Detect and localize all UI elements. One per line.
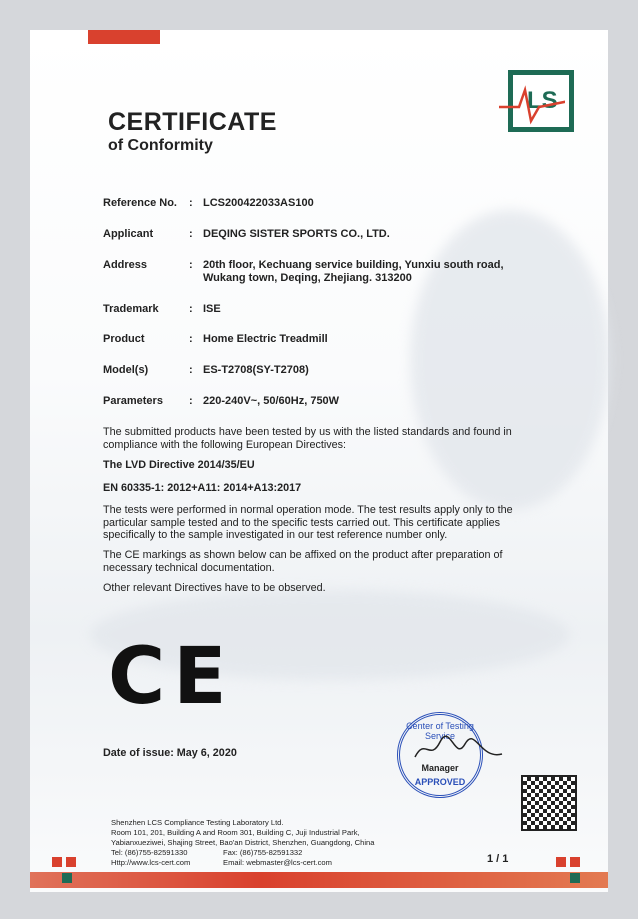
bottom-color-band [30, 872, 608, 888]
field-value: ISE [203, 303, 221, 315]
field-reference [103, 197, 543, 210]
field-value: 220-240V~, 50/60Hz, 750W [203, 395, 340, 407]
field-sep: : [189, 197, 193, 209]
field-sep: : [189, 259, 193, 271]
field-address [103, 259, 543, 285]
field-sep: : [189, 303, 193, 315]
field-sep: : [189, 333, 193, 345]
signature-icon [410, 732, 505, 766]
field-value: DEQING SISTER SPORTS CO., LTD. [203, 228, 390, 240]
directives-note: Other relevant Directives have to be observed. [103, 582, 326, 594]
footer-address2: Yabianxueziwei, Shajing Street, Bao'an District, Shenzhen, Guangdong, China [111, 838, 375, 847]
lab-footer [111, 818, 411, 868]
footer-company: Shenzhen LCS Compliance Testing Laboratory Ltd. [111, 818, 284, 827]
decor-square [62, 873, 72, 883]
lcs-logo [508, 70, 574, 132]
decor-square [66, 857, 76, 867]
certificate-subtitle: of Conformity [108, 137, 213, 154]
field-sep: : [189, 228, 193, 240]
field-label: Trademark [103, 303, 159, 315]
field-product [103, 333, 543, 346]
footer-fax: Fax: (86)755-82591332 [223, 848, 303, 857]
decor-square [52, 857, 62, 867]
qr-code-icon [521, 775, 577, 831]
field-models [103, 364, 543, 377]
certificate-title: CERTIFICATE [108, 108, 277, 136]
stamp-middle-text: Manager [421, 763, 459, 773]
field-parameters [103, 395, 543, 408]
stamp-bottom-text: APPROVED [414, 777, 466, 787]
decor-square [570, 857, 580, 867]
field-label: Address [103, 259, 148, 271]
top-red-bar [88, 30, 160, 44]
test-paragraph: The tests were performed in normal operation mode. The test results apply only to the particular sample tested and to the specific tests carried out. This certificate applies specifically to the sample investigated in our test reference number only. [103, 504, 513, 541]
footer-email[interactable]: Email: webmaster@lcs-cert.com [223, 858, 332, 867]
logo-text: LS [527, 87, 558, 114]
stamp-top-text: Center of Testing Service [406, 721, 474, 741]
footer-address1: Room 101, 201, Building A and Room 301, Building C, Juji Industrial Park, [111, 828, 360, 837]
decor-square [556, 857, 566, 867]
field-value: 20th floor, Kechuang service building, Yunxiu south road, Wukang town, Deqing, Zhejiang. 313200 [203, 259, 504, 284]
ce-paragraph: The CE markings as shown below can be affixed on the product after preparation of necessary technical documentation. [103, 549, 503, 574]
field-value: Home Electric Treadmill [203, 333, 328, 345]
footer-tel: Tel: (86)755-82591330 [111, 848, 188, 857]
date-of-issue: Date of issue: May 6, 2020 [103, 747, 237, 759]
page-number: 1 / 1 [487, 853, 509, 865]
field-trademark [103, 303, 543, 316]
directive: The LVD Directive 2014/35/EU [103, 459, 255, 471]
field-label: Product [103, 333, 145, 345]
footer-web[interactable]: Http://www.lcs-cert.com [111, 858, 191, 867]
field-sep: : [189, 395, 193, 407]
decor-square [570, 873, 580, 883]
field-value: ES-T2708(SY-T2708) [203, 364, 309, 376]
field-label: Applicant [103, 228, 154, 240]
field-sep: : [189, 364, 193, 376]
field-label: Reference No. [103, 197, 177, 209]
compliance-paragraph: The submitted products have been tested by us with the listed standards and found in compliance with the following European Directives: [103, 426, 512, 451]
standard: EN 60335-1: 2012+A11: 2014+A13:2017 [103, 482, 302, 494]
field-label: Model(s) [103, 364, 149, 376]
field-applicant [103, 228, 543, 241]
field-value: LCS200422033AS100 [203, 197, 314, 209]
ce-mark: CE [108, 632, 235, 722]
field-label: Parameters [103, 395, 163, 407]
logo-line-icon [499, 85, 565, 125]
